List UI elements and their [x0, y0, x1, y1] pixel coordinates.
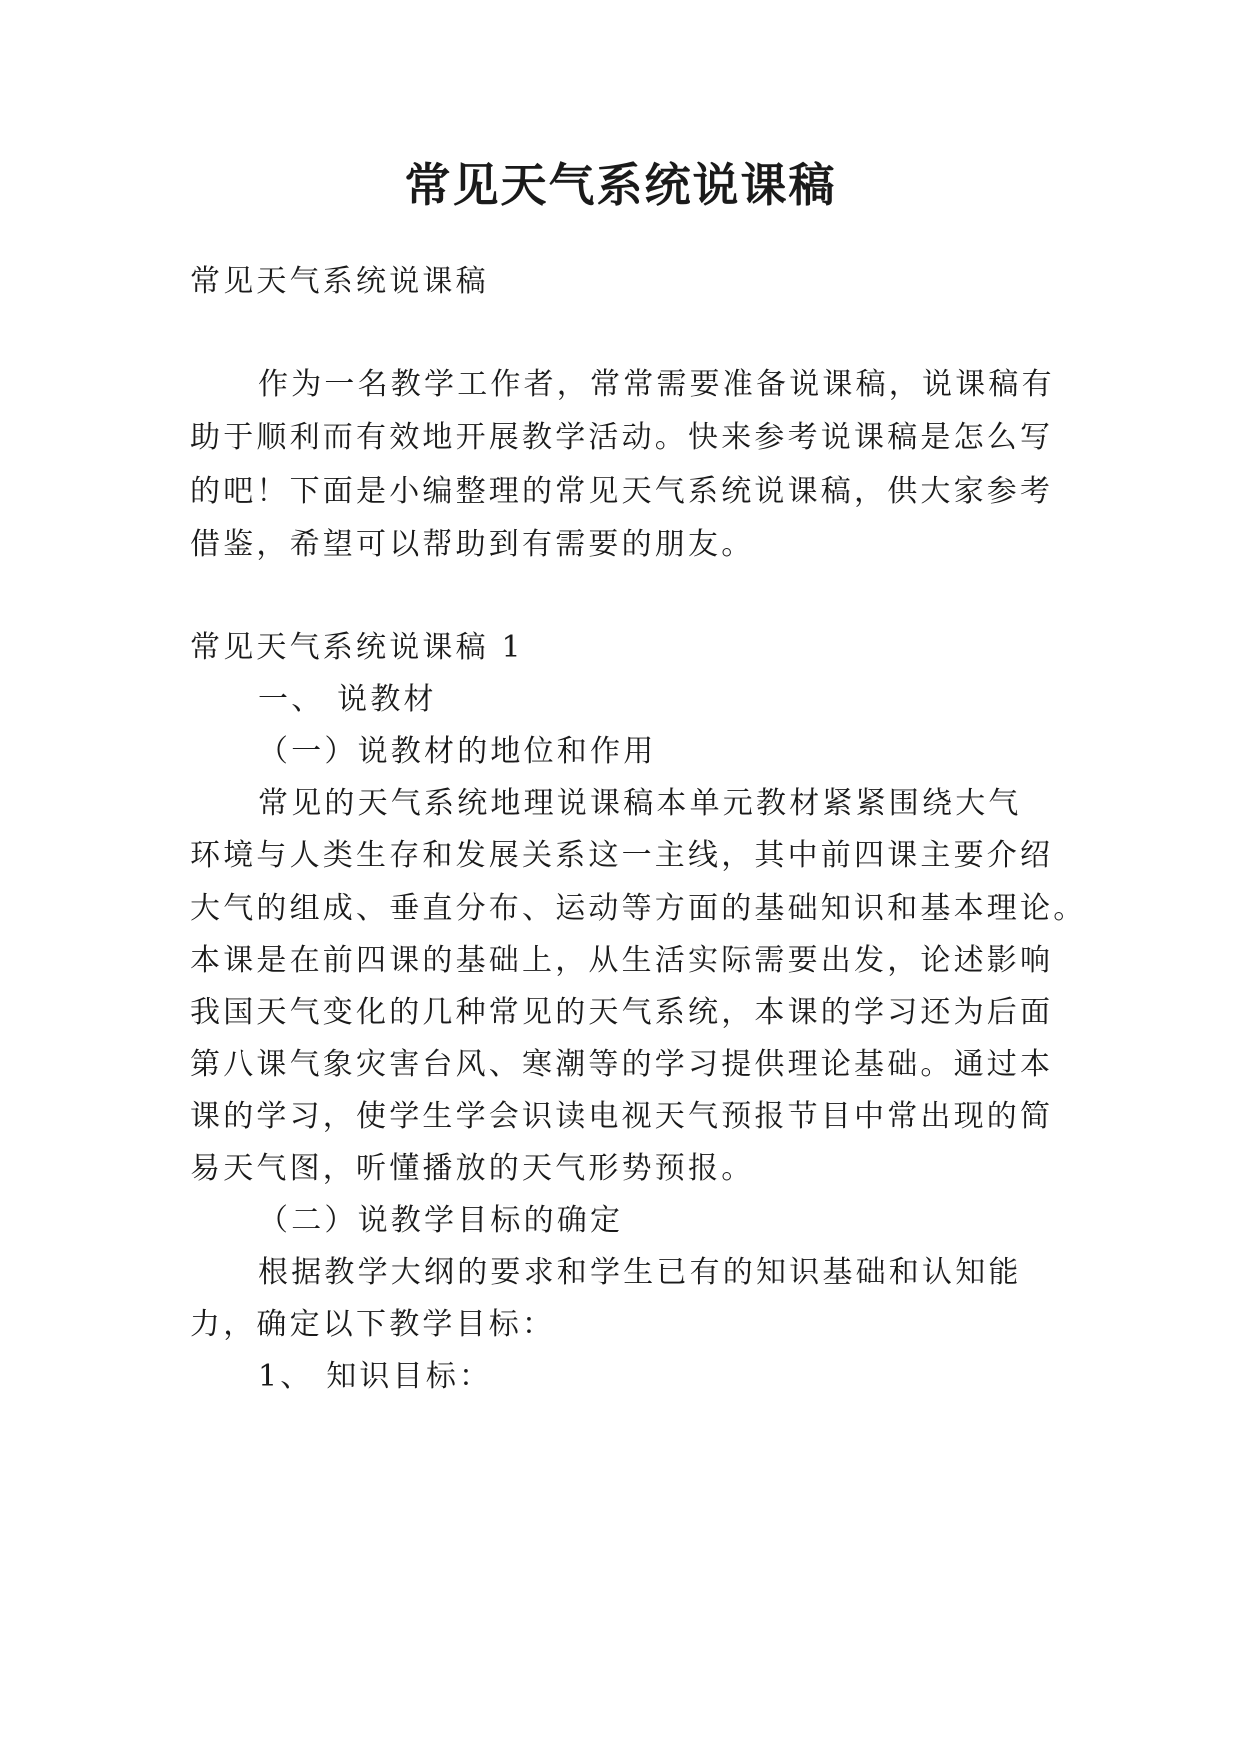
document-subtitle: 常见天气系统说课稿	[190, 264, 489, 299]
body-line: 环境与人类生存和发展关系这一主线，其中前四课主要介绍	[190, 838, 1054, 873]
body-line: 第八课气象灾害台风、寒潮等的学习提供理论基础。通过本	[190, 1047, 1054, 1082]
section-heading: 常见天气系统说课稿 1	[190, 630, 524, 665]
intro-line: 作为一名教学工作者，常常需要准备说课稿，说课稿有	[258, 367, 1055, 402]
sub-heading: （一）说教材的地位和作用	[258, 734, 657, 769]
body-line: 常见的天气系统地理说课稿本单元教材紧紧围绕大气	[258, 786, 1022, 821]
body-line: 课的学习，使学生学会识读电视天气预报节目中常出现的简	[190, 1099, 1054, 1134]
part-heading: 一、 说教材	[258, 682, 437, 717]
intro-line: 的吧！下面是小编整理的常见天气系统说课稿，供大家参考	[190, 474, 1054, 509]
body-line: 易天气图，听懂播放的天气形势预报。	[190, 1151, 755, 1186]
body-line: 力，确定以下教学目标：	[190, 1307, 556, 1342]
body-line: 根据教学大纲的要求和学生已有的知识基础和认知能	[258, 1255, 1022, 1290]
list-item: 1、 知识目标：	[258, 1359, 493, 1394]
document-title: 常见天气系统说课稿	[404, 158, 837, 212]
intro-line: 借鉴，希望可以帮助到有需要的朋友。	[190, 527, 755, 562]
intro-line: 助于顺利而有效地开展教学活动。快来参考说课稿是怎么写	[190, 420, 1054, 455]
body-line: 大气的组成、垂直分布、运动等方面的基础知识和基本理论。	[190, 891, 1087, 926]
body-line: 本课是在前四课的基础上，从生活实际需要出发，论述影响	[190, 943, 1054, 978]
sub-heading: （二）说教学目标的确定	[258, 1203, 624, 1238]
body-line: 我国天气变化的几种常见的天气系统，本课的学习还为后面	[190, 995, 1054, 1030]
